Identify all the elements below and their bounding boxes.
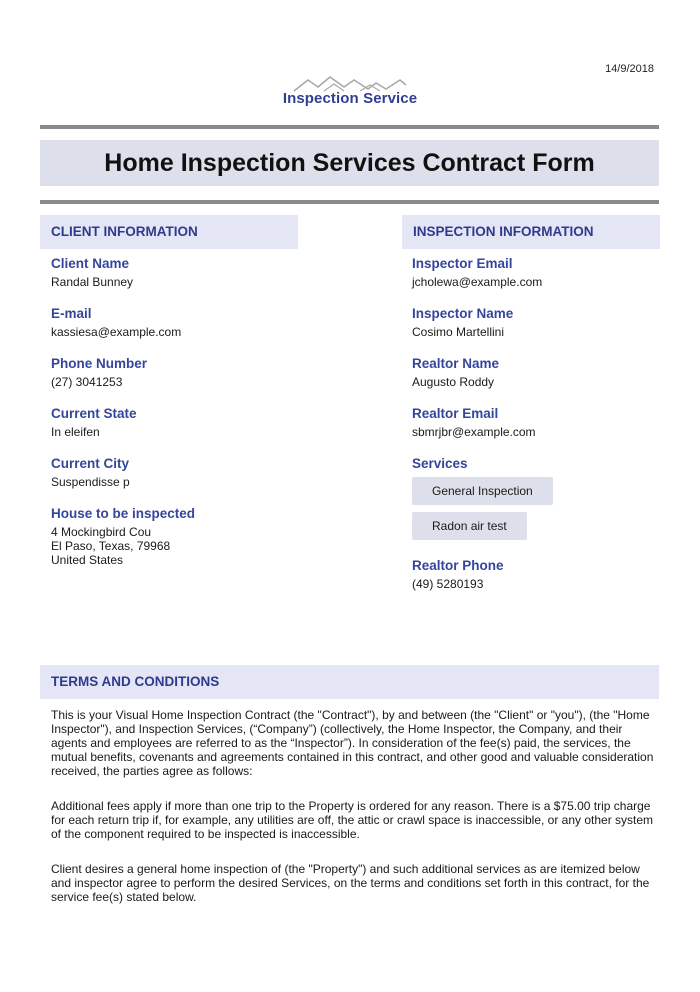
terms-heading: TERMS AND CONDITIONS — [40, 665, 659, 699]
inspector-email-field — [412, 256, 652, 289]
client-name-field — [51, 256, 291, 289]
address-line-3: United States — [51, 553, 124, 567]
client-email-field — [51, 306, 291, 339]
current-city-value: Suspendisse p — [51, 475, 130, 489]
realtor-phone-value: (49) 5280193 — [412, 577, 484, 591]
terms-paragraph-3: Client desires a general home inspection of (the "Property") and such additional services as are itemized below and inspector agree to perform the desired Services, on the terms and conditions set forth in this contract, for the service fee(s) stated below. — [51, 862, 650, 904]
house-address-field — [51, 506, 291, 567]
inspector-email-label: Inspector Email — [412, 256, 513, 271]
house-address-label: House to be inspected — [51, 506, 196, 521]
phone-number-value: (27) 3041253 — [51, 375, 123, 389]
inspector-name-field — [412, 306, 652, 339]
realtor-name-label: Realtor Name — [412, 356, 500, 371]
realtor-name-field — [412, 356, 652, 389]
inspector-email-value: jcholewa@example.com — [412, 275, 543, 289]
service-chip-general-inspection: General Inspection — [412, 477, 553, 505]
client-name-value: Randal Bunney — [51, 275, 134, 289]
current-state-value: In eleifen — [51, 425, 100, 439]
inspection-information-heading: INSPECTION INFORMATION — [402, 215, 660, 249]
page-title: Home Inspection Services Contract Form — [40, 140, 659, 186]
realtor-email-field — [412, 406, 652, 439]
title-divider — [40, 200, 659, 204]
phone-number-label: Phone Number — [51, 356, 148, 371]
realtor-name-value: Augusto Roddy — [412, 375, 495, 389]
house-address-value — [51, 525, 291, 567]
logo-text: Inspection Service — [282, 90, 418, 107]
realtor-email-label: Realtor Email — [412, 406, 499, 421]
phone-number-field — [51, 356, 291, 389]
top-divider — [40, 125, 659, 129]
current-city-field — [51, 456, 291, 489]
terms-body — [51, 708, 656, 925]
realtor-phone-field — [412, 558, 652, 591]
address-line-1: 4 Mockingbird Cou — [51, 525, 152, 539]
realtor-phone-label: Realtor Phone — [412, 558, 504, 573]
services-label: Services — [412, 456, 468, 471]
client-information-column — [51, 256, 291, 584]
client-name-label: Client Name — [51, 256, 130, 271]
terms-paragraph-1: This is your Visual Home Inspection Contract (the "Contract"), by and between (the "Client" or "you"), (the "Home Inspector"), and Inspection Services, (“Company”) (collectively, the Home Inspector, the Company, and their agents and employees are referred to as the “Inspector”). In consideration of the fee(s) paid, the services, the mutual benefits, covenants and agreements contained in this contract, and other good and valuable consideration received, the parties agree as follows: — [51, 708, 654, 778]
client-information-heading: CLIENT INFORMATION — [40, 215, 298, 249]
services-field — [412, 456, 652, 545]
current-state-label: Current State — [51, 406, 137, 421]
current-state-field — [51, 406, 291, 439]
client-email-value: kassiesa@example.com — [51, 325, 182, 339]
current-city-label: Current City — [51, 456, 130, 471]
client-email-label: E-mail — [51, 306, 92, 321]
inspector-name-value: Cosimo Martellini — [412, 325, 505, 339]
document-date: 14/9/2018 — [605, 63, 654, 75]
realtor-email-value: sbmrjbr@example.com — [412, 425, 536, 439]
inspector-name-label: Inspector Name — [412, 306, 514, 321]
company-logo — [0, 74, 700, 107]
inspection-information-column — [412, 256, 652, 608]
service-chip-radon-air-test: Radon air test — [412, 512, 527, 540]
terms-paragraph-2: Additional fees apply if more than one trip to the Property is ordered for any reason. There is a $75.00 trip charge for each return trip if, for example, any utilities are off, the attic or crawl space is inaccessible, or any other system of the component required to be inspected is inaccessible. — [51, 799, 654, 841]
address-line-2: El Paso, Texas, 79968 — [51, 539, 171, 553]
